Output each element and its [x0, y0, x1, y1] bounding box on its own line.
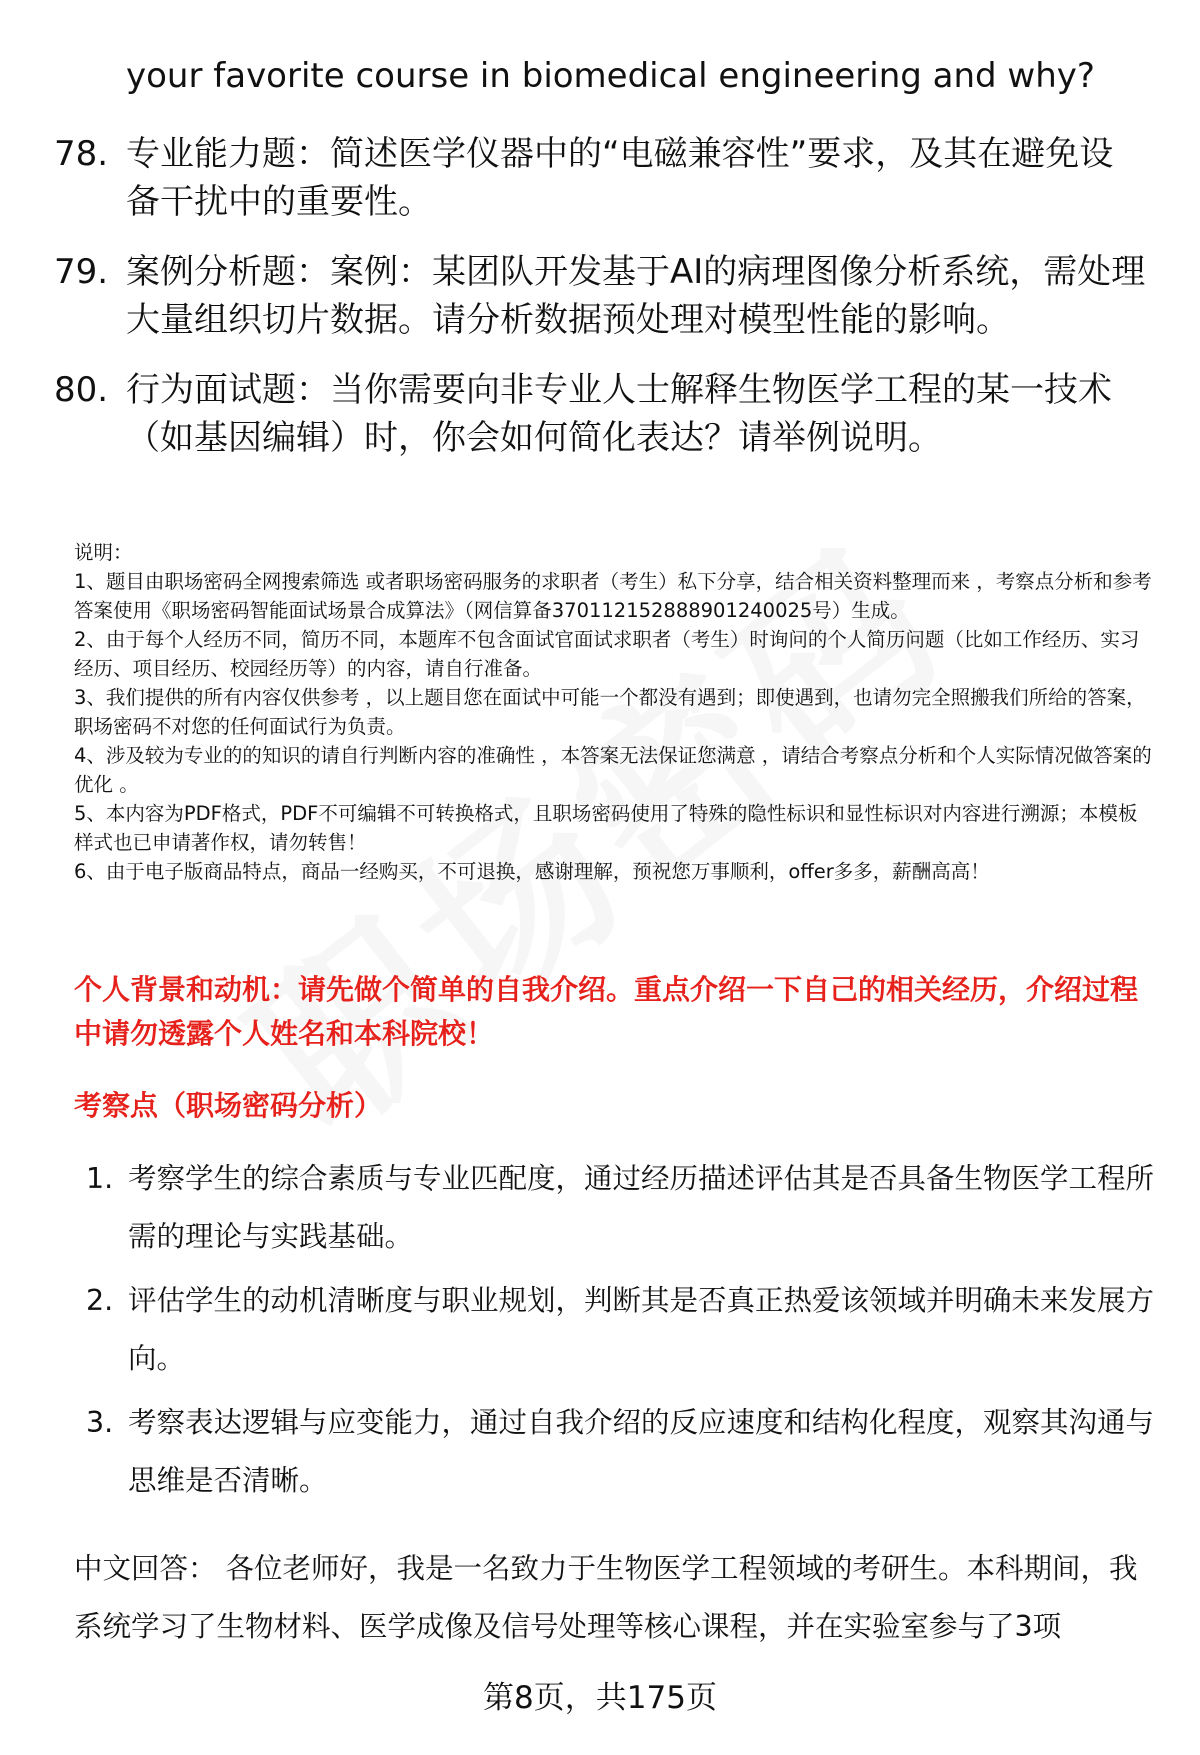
question-text: 专业能力题：简述医学仪器中的“电磁兼容性”要求，及其在避免设备干扰中的重要性。 — [126, 134, 1114, 222]
notes-title: 说明： — [74, 541, 133, 564]
notes-section — [74, 538, 1154, 886]
analysis-points — [74, 1150, 1154, 1516]
note-item: 6、由于电子版商品特点，商品一经购买，不可退换，感谢理解，预祝您万事顺利，offer多多，薪酬高高！ — [74, 860, 990, 883]
question-text: 案例分析题：案例：某团队开发基于AI的病理图像分析系统，需处理大量组织切片数据。请分析数据预处理对模型性能的影响。 — [126, 252, 1146, 340]
note-item: 5、本内容为PDF格式，PDF不可编辑不可转换格式，且职场密码使用了特殊的隐性标识和显性标识对内容进行溯源；本模板样式也已申请著作权，请勿转售！ — [74, 802, 1138, 854]
chinese-answer: 中文回答： 各位老师好，我是一名致力于生物医学工程领域的考研生。本科期间，我系统学习了生物材料、医学成像及信号处理等核心课程，并在实验室参与了3项 — [74, 1552, 1138, 1643]
note-item: 1、题目由职场密码全网搜索筛选 或者职场密码服务的求职者（考生）私下分享，结合相关资料整理而来 ，考察点分析和参考答案使用《职场密码智能面试场景合成算法》（网信算备370112152888901240025号）生成。 — [74, 570, 1152, 622]
list-number: 1. — [86, 1162, 114, 1195]
list-text: 评估学生的动机清晰度与职业规划，判断其是否真正热爱该领域并明确未来发展方向。 — [128, 1284, 1155, 1375]
question-text: your favorite course in biomedical engineering and why? — [126, 56, 1095, 96]
question-text: 行为面试题：当你需要向非专业人士解释生物医学工程的某一技术（如基因编辑）时，你会如何简化表达？请举例说明。 — [126, 370, 1112, 458]
note-item: 4、涉及较为专业的的知识的请自行判断内容的准确性 ，本答案无法保证您满意 ，请结合考察点分析和个人实际情况做答案的优化 。 — [74, 744, 1152, 796]
list-number: 2. — [86, 1284, 114, 1317]
question-number: 78. — [54, 134, 109, 174]
note-item: 3、我们提供的所有内容仅供参考 ，以上题目您在面试中可能一个都没有遇到；即使遇到，也请勿完全照搬我们所给的答案，职场密码不对您的任何面试行为负责。 — [74, 686, 1146, 738]
list-number: 3. — [86, 1406, 114, 1439]
note-item: 2、由于每个人经历不同，简历不同，本题库不包含面试官面试求职者（考生）时询问的个人简历问题（比如工作经历、实习经历、项目经历、校园经历等）的内容，请自行准备。 — [74, 628, 1140, 680]
question-number: 80. — [54, 370, 109, 410]
analysis-subheading: 考察点（职场密码分析） — [74, 1089, 383, 1122]
page-number: 第8页，共175页 — [483, 1680, 717, 1716]
list-item — [74, 1150, 1154, 1266]
list-text: 考察表达逻辑与应变能力，通过自我介绍的反应速度和结构化程度，观察其沟通与思维是否清晰。 — [128, 1406, 1155, 1497]
list-item — [74, 1394, 1154, 1510]
section-heading: 个人背景和动机：请先做个简单的自我介绍。重点介绍一下自己的相关经历，介绍过程中请勿透露个人姓名和本科院校！ — [74, 973, 1139, 1050]
list-item — [74, 1272, 1154, 1388]
list-text: 考察学生的综合素质与专业匹配度，通过经历描述评估其是否具备生物医学工程所需的理论与实践基础。 — [128, 1162, 1155, 1253]
question-number: 79. — [54, 252, 109, 292]
